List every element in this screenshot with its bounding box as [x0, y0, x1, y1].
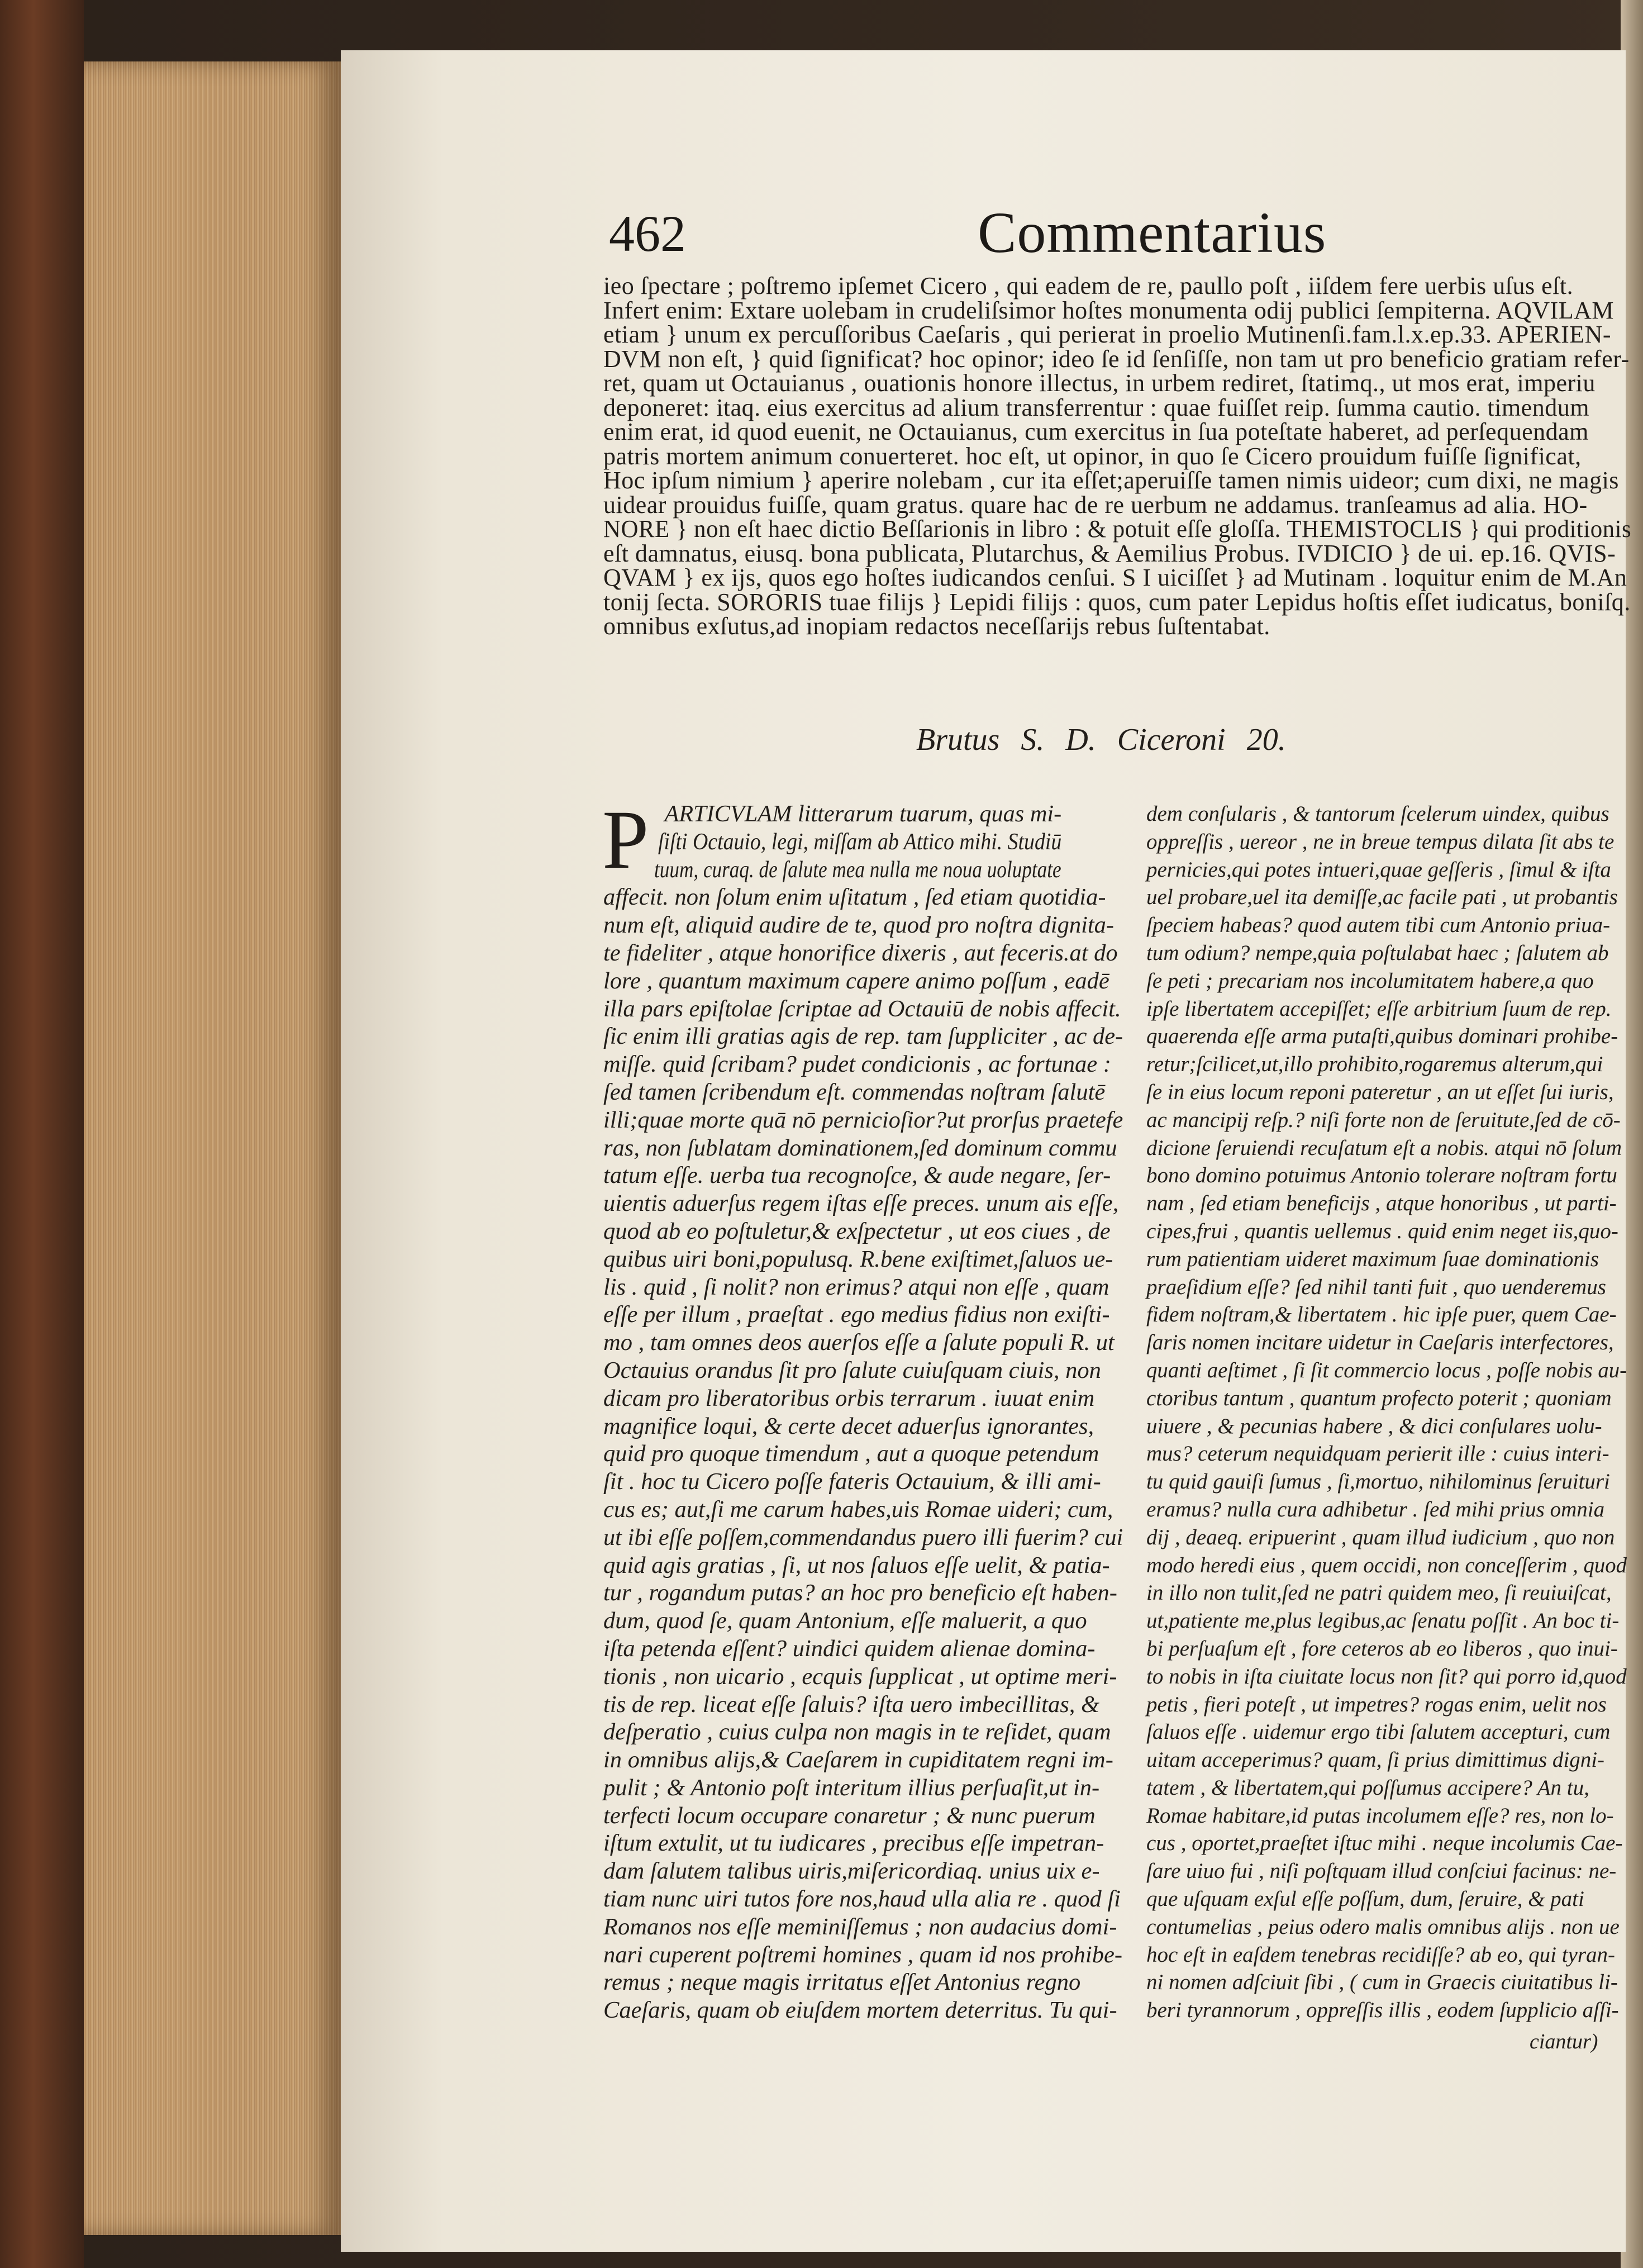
- left-column-line: terfecti locum occupare conaretur ; & nunc puerum: [603, 1802, 1096, 1829]
- commentary-line: enim erat, id quod euenit, ne Octauianus, cum exercitus in ſua poteſtate haberet, ad perſequendam: [603, 418, 1589, 445]
- right-column-line: hoc eſt in eaſdem tenebras recidiſſe? ab eo, qui tyran-: [1146, 1942, 1616, 1967]
- left-column-line: uientis aduerſus regem iſtas eſſe preces. unum ais eſſe,: [603, 1190, 1119, 1217]
- right-column: [1146, 800, 1632, 2024]
- left-column-line: tionis , non uicario , ecquis ſupplicat , ut optime meri-: [603, 1663, 1117, 1690]
- left-column-line: quid pro quoque timendum , aut a quoque petendum: [603, 1440, 1099, 1467]
- right-column-line: ſaris nomen incitare uidetur in Caeſaris interfectores,: [1146, 1330, 1614, 1355]
- commentary-line: patris mortem animum conuerteret. hoc eſt, ut opinor, in quo ſe Cicero prouidum fuiſſe ſignificat,: [603, 442, 1582, 470]
- right-column-line: tu quid gauiſi ſumus , ſi,mortuo, nihilominus ſeruituri: [1146, 1470, 1610, 1494]
- left-column-line: tuum, curaq. de ſalute mea nulla me noua uoluptate: [654, 856, 1061, 883]
- left-column-line: in omnibus alijs,& Caeſarem in cupiditatem regni im-: [603, 1747, 1113, 1773]
- left-column-line: ARTICVLAM litterarum tuarum, quas mi-: [664, 801, 1062, 827]
- left-column-line: iſtum extulit, ut tu iudicares , precibus eſſe impetran-: [603, 1830, 1104, 1857]
- right-column-line: quanti aeſtimet , ſi ſit commercio locus , poſſe nobis au-: [1146, 1358, 1627, 1382]
- left-column-line: te fideliter , atque honorifice dixeris , aut feceris.at do: [603, 939, 1118, 966]
- commentary-line: etiam } unum ex percuſſoribus Caeſaris , qui perierat in proelio Mutinenſi.fam.l.x.ep.33. APERIEN-: [603, 321, 1612, 348]
- left-column-line: ut ibi eſſe poſſem,commendandus puero illi fuerim? cui: [603, 1524, 1123, 1551]
- left-column-line: lis . quid , ſi nolit? non erimus? atqui non eſſe , quam: [603, 1273, 1109, 1300]
- right-column-line: bono domino potuimus Antonio tolerare noſtram fortu: [1146, 1163, 1617, 1188]
- right-column-line: modo heredi eius , quem occidi, non conceſſerim , quod: [1146, 1553, 1627, 1577]
- left-column-line: remus ; neque magis irritatus eſſet Antonius regno: [603, 1969, 1081, 1996]
- left-column-line: eſſe per illum , praeſtat . ego medius fidius non exiſti-: [603, 1301, 1110, 1328]
- left-column-line: illi;quae morte quā nō pernicioſior?ut prorſus praetefe: [603, 1106, 1123, 1133]
- right-column-line: ni nomen adſciuit ſibi , ( cum in Graecis ciuitatibus li-: [1146, 1970, 1618, 1995]
- page-block-edges: [84, 61, 341, 2235]
- right-column-line: ſare uiuo fui , niſi poſtquam illud conſciui facinus: ne-: [1146, 1859, 1617, 1884]
- right-column-line: ac mancipij reſp.? niſi forte non de ſeruitute,ſed de cō-: [1146, 1107, 1621, 1132]
- commentary-line: omnibus exſutus,ad inopiam redactos neceſſarijs rebus ſuſtentabat.: [603, 612, 1270, 640]
- left-column-line: ſiſti Octauio, legi, miſſam ab Attico mihi. Studiū: [658, 828, 1062, 855]
- commentary-line: ieo ſpectare ; poſtremo ipſemet Cicero , qui eadem de re, paullo poſt , iiſdem fere uerbis uſus eſt.: [603, 272, 1574, 299]
- right-column-line: to nobis in iſta ciuitate locus non ſit? qui porro id,quod: [1146, 1664, 1627, 1689]
- left-column-line: ſit . hoc tu Cicero poſſe fateris Octauium, & illi ami-: [603, 1468, 1101, 1495]
- left-column-line: affecit. non ſolum enim uſitatum , ſed etiam quotidia-: [603, 884, 1106, 911]
- left-column-line: illa pars epiſtolae ſcriptae ad Octauiū de nobis affecit.: [603, 995, 1121, 1022]
- left-column-line: quid agis gratias , ſi, ut nos ſaluos eſſe uelit, & patia-: [603, 1552, 1110, 1578]
- right-column-line: ut,patiente me,plus legibus,ac ſenatu poſſit . An boc ti-: [1146, 1609, 1620, 1633]
- right-column-line: rum patientiam uideret maximum ſuae dominationis: [1146, 1247, 1599, 1271]
- commentary-line: ret, quam ut Octauianus , ouationis honore illectus, in urbem rediret, ſtatimq., ut mos erat, imperiu: [603, 369, 1596, 397]
- left-column-line: dam ſalutem talibus uiris,miſericordiaq. unius uix e-: [603, 1858, 1100, 1885]
- right-column-line: fidem noſtram,& libertatem . hic ipſe puer, quem Cae-: [1146, 1302, 1617, 1327]
- commentary-line: eſt damnatus, eiusq. bona publicata, Plutarchus, & Aemilius Probus. IVDICIO } de ui. ep.16. QVIS-: [603, 539, 1616, 567]
- left-column-line: magnifice loqui, & certe decet aduerſus ignorantes,: [603, 1413, 1094, 1439]
- right-column-line: nam , ſed etiam beneficijs , atque honoribus , ut parti-: [1146, 1191, 1617, 1216]
- right-column-line: ſaluos eſſe . uidemur ergo tibi ſalutem accepturi, cum: [1146, 1720, 1611, 1744]
- right-column-line: cus , oportet,praeſtet iſtuc mihi . neque incolumis Cae-: [1146, 1831, 1623, 1856]
- commentary-line: tonij ſecta. SORORIS tuae filijs } Lepidi filijs : quos, cum pater Lepidus hoſtis eſſet iudicatus, boniſq.: [603, 588, 1631, 616]
- left-column-line: ſed tamen ſcribendum eſt. commendas noſtram ſalutē: [603, 1078, 1106, 1105]
- right-column-line: uitam acceperimus? quam, ſi prius dimittimus digni-: [1146, 1748, 1605, 1772]
- commentary-line: deponeret: itaq. eius exercitus ad alium transferrentur : quae fuiſſet reip. ſumma cautio. timendum: [603, 393, 1589, 421]
- right-column-line: retur;ſcilicet,ut,illo prohibito,rogaremus alterum,qui: [1146, 1052, 1603, 1077]
- left-column-line: Octauius orandus ſit pro ſalute cuiuſquam ciuis, non: [603, 1357, 1101, 1383]
- right-column-line: tatem , & libertatem,qui poſſumus accipere? An tu,: [1146, 1775, 1589, 1800]
- right-column-line: ſpeciem habeas? quod autem tibi cum Antonio priua-: [1146, 913, 1611, 938]
- right-column-line: dicione ſeruiendi recuſatum eſt a nobis. atqui nō ſolum: [1146, 1135, 1622, 1160]
- commentary-line: uidear prouidus fuiſſe, quam gratus. quare hac de re uerbum ne addamus. tranſeamus ad alia. HO-: [603, 491, 1588, 519]
- page-number: 462: [609, 205, 686, 262]
- book-cover-edge: [0, 0, 84, 2268]
- drop-cap: P: [602, 793, 649, 886]
- right-column-line: oppreſſis , uereor , ne in breue tempus dilata ſit abs te: [1146, 829, 1615, 854]
- right-column-line: ctoribus tantum , quantum profecto poterit ; quoniam: [1146, 1386, 1612, 1410]
- left-column-line: nari cuperent poſtremi homines , quam id nos prohibe-: [603, 1941, 1123, 1968]
- commentary-line: DVM non eſt, } quid ſignificat? hoc opinor; ideo ſe id ſenſiſſe, non tam ut pro beneficio gratiam refer-: [603, 345, 1630, 373]
- left-column-line: tiam nunc uiri tutos fore nos,haud ulla alia re . quod ſi: [603, 1886, 1121, 1913]
- left-column-line: dum, quod ſe, quam Antonium, eſſe maluerit, a quo: [603, 1608, 1087, 1634]
- left-column-line: quibus uiri boni,populusq. R.bene exiſtimet,ſaluos ue-: [603, 1245, 1113, 1272]
- left-column-line: tis de rep. liceat eſſe ſaluis? iſta uero imbecillitas, &: [603, 1691, 1100, 1718]
- right-column-line: eramus? nulla cura adhibetur . ſed mihi prius omnia: [1146, 1497, 1605, 1521]
- commentary-block: [603, 274, 1631, 639]
- left-column-line: ras, non ſublatam dominationem,ſed dominum commu: [603, 1134, 1117, 1161]
- right-column-line: beri tyrannorum , oppreſſis illis , eodem ſupplicio aſſi-: [1146, 1998, 1619, 2023]
- left-column-line: cus es; aut,ſi me carum habes,uis Romae uideri; cum,: [603, 1496, 1113, 1523]
- right-column-line: praeſidium eſſe? ſed nihil tanti fuit , quo uenderemus: [1146, 1275, 1606, 1299]
- right-column-line: dem conſularis , & tantorum ſcelerum uindex, quibus: [1146, 802, 1609, 826]
- right-column-line: ipſe libertatem accepiſſet; eſſe arbitrium ſuum de rep.: [1146, 996, 1612, 1021]
- running-title: Commentarius: [978, 201, 1327, 265]
- right-column-line: ſe peti ; precariam nos incolumitatem habere,a quo: [1146, 968, 1594, 993]
- right-column-line: petis , fieri poteſt , ut impetres? rogas enim, uelit nos: [1146, 1692, 1607, 1717]
- page-header: [609, 201, 1615, 271]
- left-column-line: miſſe. quid ſcribam? pudet condicionis , ac fortunae :: [603, 1051, 1111, 1078]
- commentary-line: QVAM } ex ijs, quos ego hoſtes iudicandos cenſui. S I uiciſſet } ad Mutinam . loquitur enim de M.An: [603, 564, 1627, 591]
- right-column-line: tum odium? nempe,quia poſtulabat haec ; ſalutem ab: [1146, 940, 1609, 965]
- commentary-line: Infert enim: Extare uolebam in crudeliſsimor hoſtes monumenta odij publici ſempiterna. AQVILAM: [603, 296, 1615, 324]
- right-column-line: in illo non tulit,ſed ne patri quidem meo, ſi reuiuiſcat,: [1146, 1581, 1612, 1605]
- right-column-line: bi perſuaſum eſt , fore ceteros ab eo liberos , quo inui-: [1146, 1636, 1618, 1661]
- right-column-line: que uſquam exſul eſſe poſſum, dum, ſeruire, & pati: [1146, 1887, 1584, 1912]
- left-column-line: quod ab eo poſtuletur,& exſpectetur , ut eos ciues , de: [603, 1218, 1111, 1244]
- right-column-line: contumelias , peius odero malis omnibus alijs . non ue: [1146, 1914, 1620, 1939]
- left-column-line: pulit ; & Antonio poſt interitum illius perſuaſit,ut in-: [603, 1774, 1100, 1801]
- commentary-line: NORE } non eſt haec dictio Beſſarionis in libro : & potuit eſſe gloſſa. THEMISTOCLIS } qui proditionis: [603, 515, 1632, 543]
- left-column-line: tur , rogandum putas? an hoc pro beneficio eſt haben-: [603, 1580, 1117, 1606]
- commentary-line: Hoc ipſum nimium } aperire nolebam , cur ita eſſet;aperuiſſe tamen nimis uideor; cum dixi, ne magis: [603, 467, 1619, 494]
- right-column-line: dij , deaeq. eripuerint , quam illud iudicium , quo non: [1146, 1525, 1615, 1549]
- left-column-line: ſic enim illi gratias agis de rep. tam ſuppliciter , ac de-: [603, 1023, 1123, 1050]
- left-column-line: lore , quantum maximum capere animo poſſum , eadē: [603, 967, 1109, 994]
- left-column-line: mo , tam omnes deos auerſos eſſe a ſalute populi R. ut: [603, 1329, 1115, 1356]
- left-column-line: Romanos nos eſſe meminiſſemus ; non audacius domi-: [603, 1913, 1117, 1940]
- left-column-line: deſperatio , cuius culpa non magis in te reſidet, quam: [603, 1719, 1111, 1746]
- left-column-line: iſta petenda eſſent? uindici quidem alienae domina-: [603, 1635, 1096, 1662]
- left-column-line: num eſt, aliquid audire de te, quod pro noſtra dignita-: [603, 912, 1115, 939]
- left-column-line: Caeſaris, quam ob eiuſdem mortem deterritus. Tu qui-: [603, 1997, 1117, 2024]
- right-column-line: Romae habitare,id putas incolumem eſſe? res, non lo-: [1146, 1803, 1614, 1828]
- right-column-line: uel probare,uel ita demiſſe,ac facile pati , ut probantis: [1146, 885, 1618, 910]
- left-column-line: tatum eſſe. uerba tua recognoſce, & aude negare, ſer-: [603, 1162, 1111, 1189]
- right-column-line: cipes,frui , quantis uellemus . quid enim neget iis,quo-: [1146, 1219, 1618, 1243]
- right-column-line: uiuere , & pecunias habere , & dici conſulares uolu-: [1146, 1414, 1602, 1438]
- right-column-line: quaerenda eſſe arma putaſti,quibus dominari prohibe-: [1146, 1024, 1618, 1049]
- catchword: ciantur): [1530, 2030, 1598, 2053]
- right-column-line: mus? ceterum nequidquam perierit ille : cuius interi-: [1146, 1442, 1609, 1466]
- left-column: [602, 793, 1123, 2024]
- left-column-line: dicam pro liberatoribus orbis terrarum . iuuat enim: [603, 1385, 1095, 1411]
- letter-heading: Brutus S. D. Ciceroni 20.: [916, 722, 1286, 757]
- right-column-line: ſe in eius locum reponi pateretur , an ut eſſet ſui iuris,: [1146, 1080, 1614, 1104]
- right-column-line: pernicies,qui potes intueri,quae geſſeris , ſimul & iſta: [1146, 857, 1611, 882]
